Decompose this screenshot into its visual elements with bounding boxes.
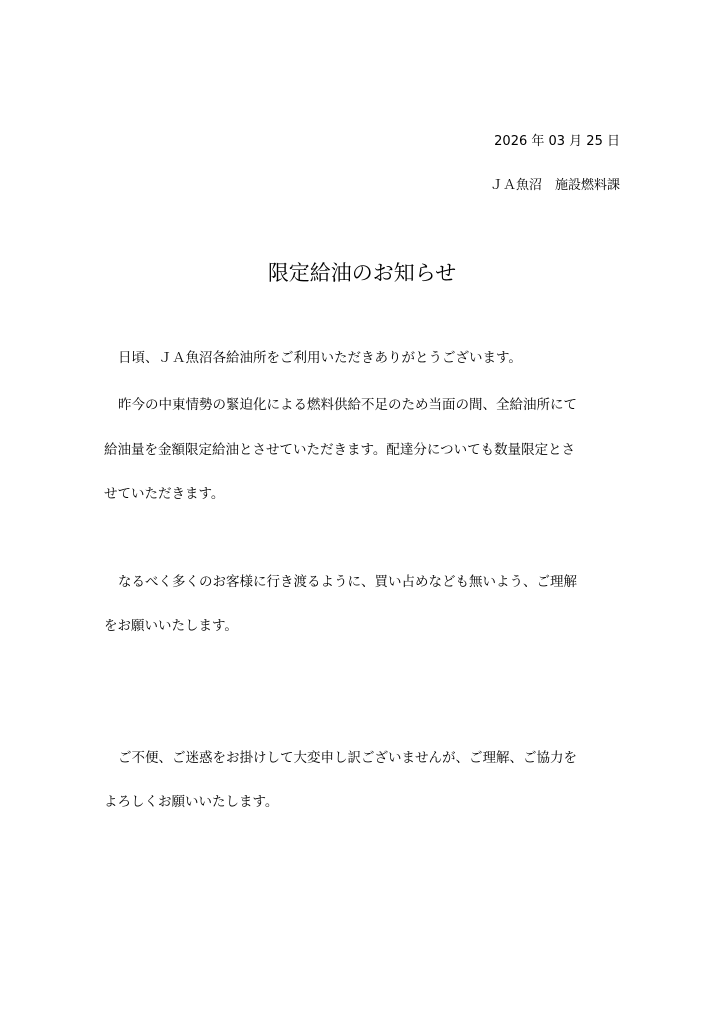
paragraph-request-line-1: なるべく多くのお客様に行き渡るように、買い占めなども無いよう、ご理解 [118, 574, 577, 590]
paragraph-apology-line-2: よろしくお願いいたします。 [104, 794, 279, 810]
paragraph-limit-line-1: 昨今の中東情勢の緊迫化による燃料供給不足のため当面の間、全給油所にて [118, 397, 577, 413]
notice-title: 限定給油のお知らせ [267, 261, 457, 285]
paragraph-request-line-2: をお願いいたします。 [104, 618, 238, 634]
paragraph-limit-line-2: 給油量を金額限定給油とさせていただきます。配達分についても数量限定とさ [104, 442, 576, 458]
paragraph-limit-line-3: せていただきます。 [104, 486, 225, 502]
paragraph-greeting: 日頃、ＪＡ魚沼各給油所をご利用いただきありがとうございます。 [118, 350, 522, 366]
issue-date: 2026 年 03 月 25 日 [494, 134, 620, 149]
paragraph-apology-line-1: ご不便、ご迷惑をお掛けして大変申し訳ございませんが、ご理解、ご協力を [118, 750, 577, 766]
sender-department: ＪＡ魚沼 施設燃料課 [489, 178, 620, 193]
